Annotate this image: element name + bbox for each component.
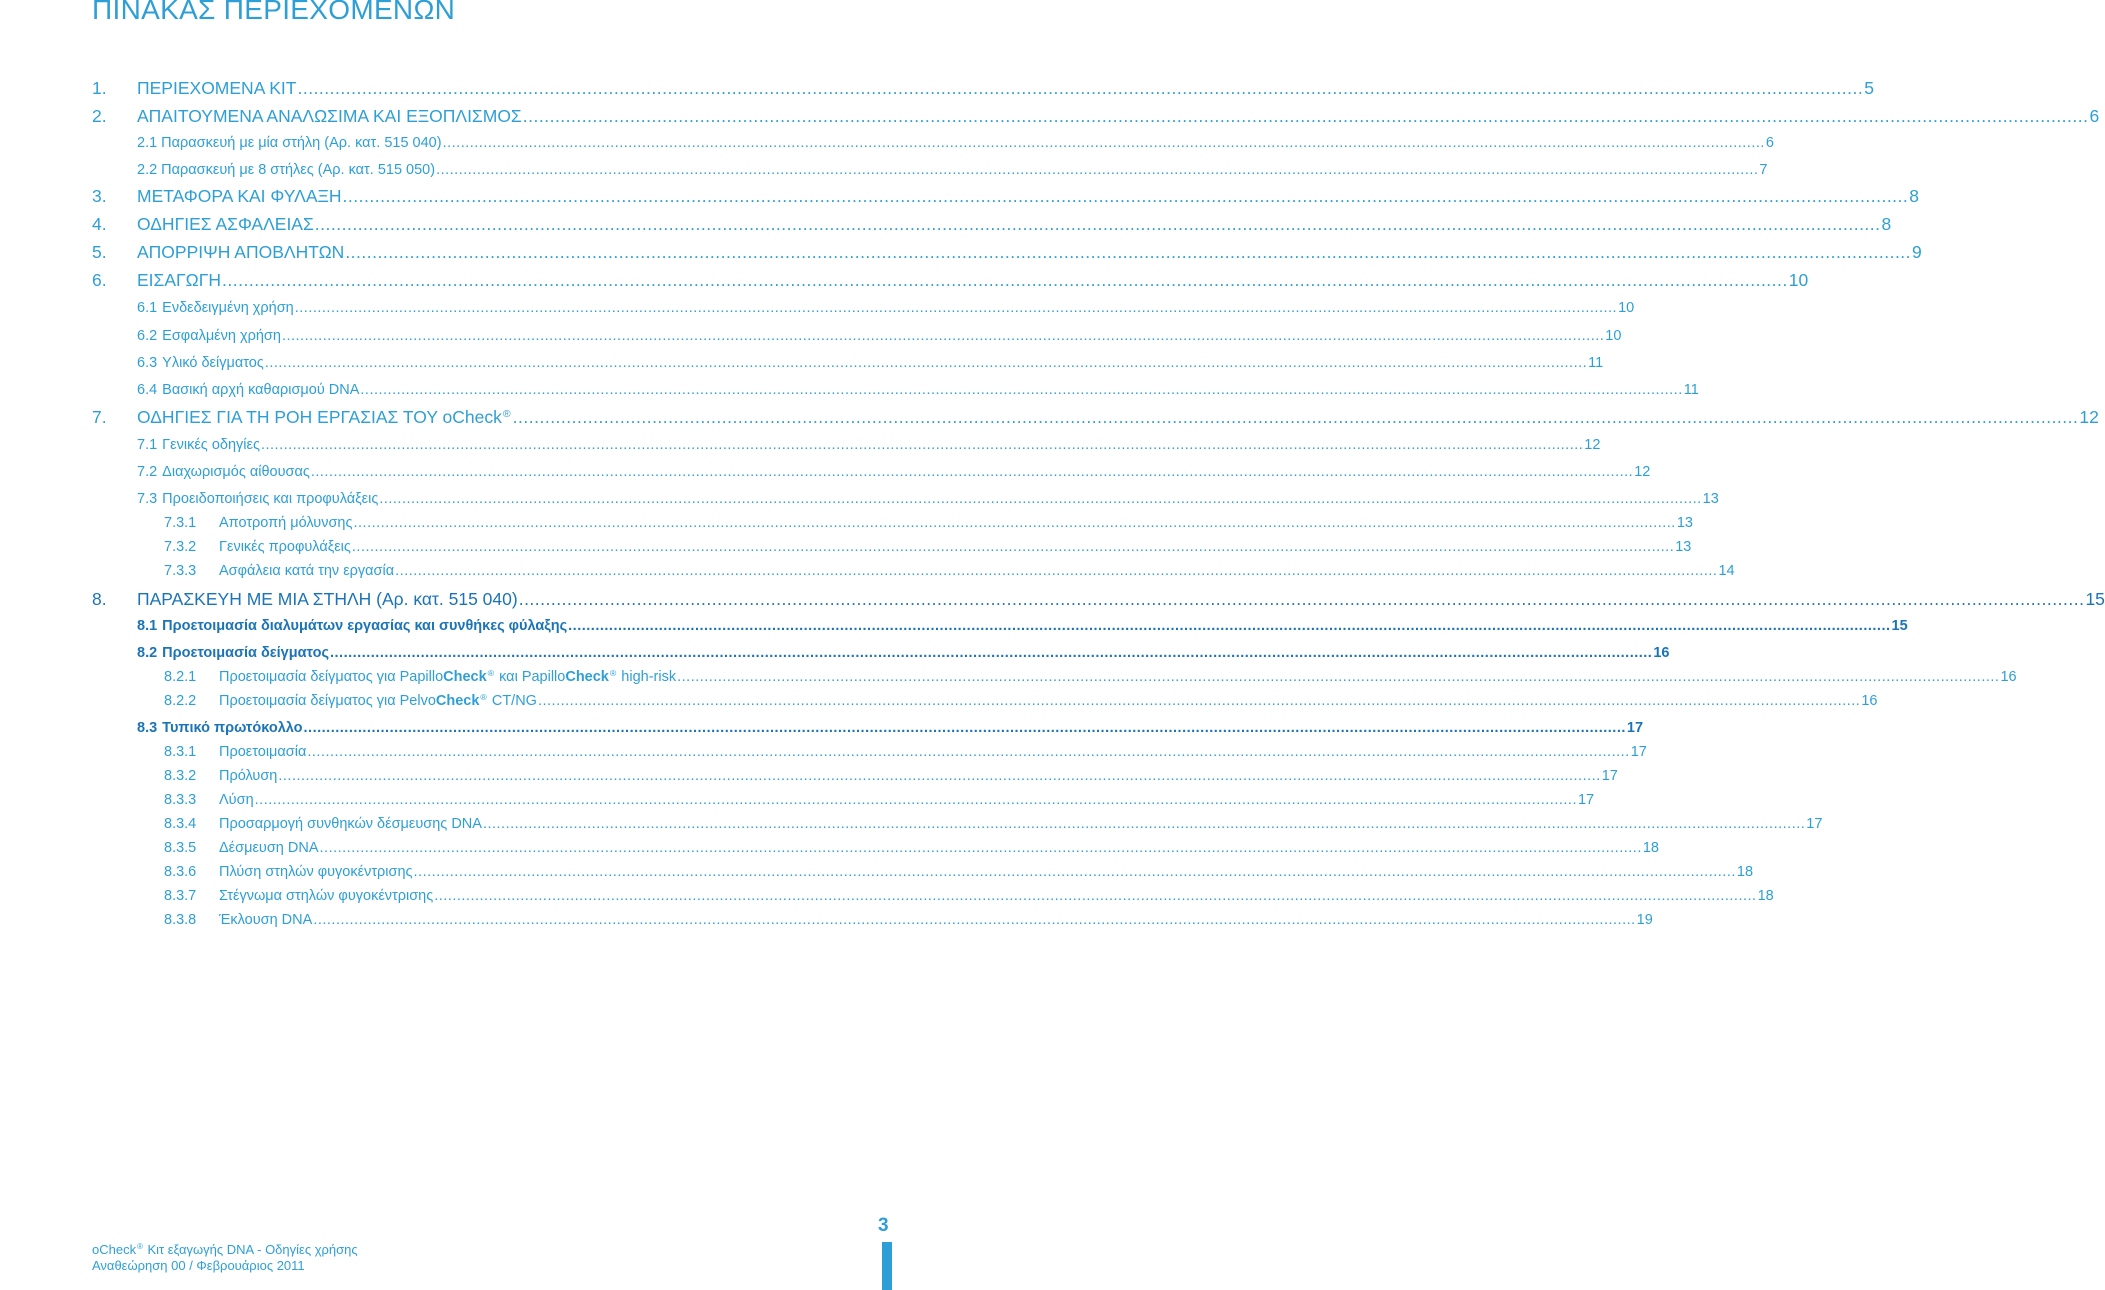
toc-entry-section-7-1[interactable] <box>137 437 1601 453</box>
registered-mark: ® <box>487 667 495 678</box>
dot-leader: .................................................................................................................................................................................................................................................................................................... <box>442 135 1765 151</box>
toc-page: 19 <box>1636 912 1653 928</box>
toc-number: 7.3.2 <box>164 539 197 555</box>
toc-page: 18 <box>1757 888 1774 904</box>
dot-leader: .................................................................................................................................................................................................................................................................................................... <box>330 645 1653 661</box>
dot-leader: .................................................................................................................................................................................................................................................................................................... <box>260 437 1584 453</box>
footer-revision: Αναθεώρηση 00 / Φεβρουάριος 2011 <box>92 1258 305 1273</box>
toc-label: Ενδεδειγμένη χρήση <box>162 300 294 316</box>
toc-entry-subsection-8-3-3[interactable] <box>164 792 1595 808</box>
toc-label: Βασική αρχή καθαρισμού DNA <box>162 382 360 398</box>
dot-leader: .................................................................................................................................................................................................................................................................................................... <box>482 816 1806 832</box>
toc-entry-section-8-3[interactable] <box>137 720 1644 736</box>
dot-leader: .................................................................................................................................................................................................................................................................................................... <box>568 618 1891 634</box>
dot-leader: .................................................................................................................................................................................................................................................................................................... <box>413 864 1736 880</box>
toc-entry-subsection-8-2-2[interactable] <box>164 691 1878 709</box>
toc-page: 16 <box>2000 669 2017 685</box>
toc-page: 10 <box>1788 270 1809 290</box>
toc-number: 8.3.4 <box>164 816 197 832</box>
toc-number: 7.2 <box>137 464 158 480</box>
toc-page: 17 <box>1577 792 1595 808</box>
toc-number: 6.3 <box>137 355 158 371</box>
toc-entry-subsection-8-3-1[interactable] <box>164 744 1647 760</box>
dot-leader: .................................................................................................................................................................................................................................................................................................... <box>264 355 1588 371</box>
toc-page: 14 <box>1718 563 1735 579</box>
toc-entry-chapter-7[interactable] <box>92 407 2099 428</box>
toc-page: 11 <box>1683 382 1699 398</box>
registered-mark: ® <box>502 407 511 420</box>
toc-entry-section-6-4[interactable] <box>137 382 1699 398</box>
toc-page: 13 <box>1702 491 1719 507</box>
dot-leader: .................................................................................................................................................................................................................................................................................................... <box>297 78 1864 98</box>
toc-number: 7.1 <box>137 437 158 453</box>
toc-entry-section-2-1[interactable] <box>137 135 1774 151</box>
toc-page: 17 <box>1806 816 1823 832</box>
toc-number: 6.4 <box>137 382 158 398</box>
toc-number: 7. <box>92 407 107 427</box>
toc-number: 8.3.2 <box>164 768 197 784</box>
toc-label: Προετοιμασία δείγματος <box>162 645 329 661</box>
toc-entry-subsection-8-3-7[interactable] <box>164 888 1774 904</box>
toc-page: 17 <box>1630 744 1647 760</box>
toc-page: 15 <box>2085 589 2105 609</box>
toc-page: 8 <box>1909 186 1920 206</box>
toc-label: Πρόλυση <box>219 768 278 784</box>
dot-leader: .................................................................................................................................................................................................................................................................................................... <box>278 768 1601 784</box>
toc-page: 5 <box>1864 78 1874 98</box>
dot-leader: .................................................................................................................................................................................................................................................................................................... <box>395 563 1718 579</box>
toc-page: 8 <box>1881 214 1892 234</box>
toc-entry-section-2-2[interactable] <box>137 162 1768 178</box>
toc-page: 7 <box>1759 162 1768 178</box>
toc-entry-section-6-2[interactable] <box>137 328 1622 344</box>
dot-leader: .................................................................................................................................................................................................................................................................................................... <box>254 792 1577 808</box>
toc-entry-subsection-8-3-2[interactable] <box>164 768 1618 784</box>
dot-leader: .................................................................................................................................................................................................................................................................................................... <box>512 407 2079 427</box>
toc-entry-section-7-2[interactable] <box>137 464 1651 480</box>
toc-entry-subsection-8-2-1[interactable] <box>164 667 2017 685</box>
toc-entry-chapter-8[interactable] <box>92 589 2105 610</box>
toc-number: 8.3.3 <box>164 792 197 808</box>
toc-label: ΑΠΟΡΡΙΨΗ ΑΠΟΒΛΗΤΩΝ <box>137 242 345 262</box>
toc-label: Λύση <box>219 792 254 808</box>
toc-entry-section-6-1[interactable] <box>137 300 1635 316</box>
toc-label: ΠΑΡΑΣΚΕΥΗ ΜΕ ΜΙΑ ΣΤΗΛΗ (Αρ. κατ. 515 040) <box>137 589 518 609</box>
toc-label: Στέγνωμα στηλών φυγοκέντρισης <box>219 888 434 904</box>
dot-leader: .................................................................................................................................................................................................................................................................................................... <box>294 300 1618 316</box>
toc-entry-chapter-2[interactable] <box>92 106 2100 127</box>
page-number-bar <box>882 1242 892 1290</box>
toc-label: ΠΕΡΙΕΧΟΜΕΝΑ ΚΙΤ <box>137 78 297 98</box>
toc-page: 16 <box>1653 645 1670 661</box>
toc-number: 8.3 <box>137 720 158 736</box>
toc-page: 6 <box>1765 135 1774 151</box>
toc-entry-chapter-3[interactable] <box>92 186 1920 207</box>
dot-leader: .................................................................................................................................................................................................................................................................................................... <box>313 912 1636 928</box>
toc-label: Διαχωρισμός αίθουσας <box>162 464 310 480</box>
toc-label: ΟΔΗΓΙΕΣ ΑΣΦΑΛΕΙΑΣ <box>137 214 314 234</box>
dot-leader: .................................................................................................................................................................................................................................................................................................... <box>303 720 1626 736</box>
toc-entry-chapter-1[interactable] <box>92 78 1874 99</box>
dot-leader: .................................................................................................................................................................................................................................................................................................... <box>222 270 1788 290</box>
toc-number: 5. <box>92 242 107 262</box>
toc-entry-chapter-4[interactable] <box>92 214 1892 235</box>
registered-mark: ® <box>480 691 487 702</box>
toc-page: 12 <box>2079 407 2099 427</box>
toc-label: Προετοιμασία δείγματος για PapilloCheck® και PapilloCheck® high-risk <box>219 667 677 685</box>
dot-leader: .................................................................................................................................................................................................................................................................................................... <box>345 242 1912 262</box>
toc-label: Αποτροπή μόλυνσης <box>219 515 353 531</box>
toc-entry-section-6-3[interactable] <box>137 355 1604 371</box>
toc-page: 11 <box>1588 355 1604 371</box>
toc-label: Τυπικό πρωτόκολλο <box>162 720 303 736</box>
page-number: 3 <box>878 1215 889 1236</box>
toc-label: Γενικές οδηγίες <box>162 437 260 453</box>
toc-page: 6 <box>2089 106 2100 126</box>
toc-label: Προετοιμασία δείγματος για PelvoCheck® CT/NG <box>219 691 537 709</box>
toc-entry-chapter-5[interactable] <box>92 242 1922 263</box>
toc-number: 2. <box>92 106 107 126</box>
dot-leader: .................................................................................................................................................................................................................................................................................................... <box>677 669 2000 685</box>
toc-label: 2.1 Παρασκευή με μία στήλη (Αρ. κατ. 515 040) <box>137 135 442 151</box>
toc-number: 8. <box>92 589 107 609</box>
toc-number: 8.2.1 <box>164 669 197 685</box>
toc-number: 8.3.1 <box>164 744 197 760</box>
toc-label: ΜΕΤΑΦΟΡΑ ΚΑΙ ΦΥΛΑΞΗ <box>137 186 342 206</box>
dot-leader: .................................................................................................................................................................................................................................................................................................... <box>342 186 1909 206</box>
toc-entry-chapter-6[interactable] <box>92 270 1809 291</box>
dot-leader: .................................................................................................................................................................................................................................................................................................... <box>319 840 1642 856</box>
dot-leader: .................................................................................................................................................................................................................................................................................................... <box>314 214 1881 234</box>
footer-product-name: oCheck® Κιτ εξαγωγής DNA - Οδηγίες χρήσης <box>92 1242 358 1257</box>
toc-entry-subsection-8-3-6[interactable] <box>164 864 1754 880</box>
toc-number: 7.3 <box>137 491 158 507</box>
toc-number: 6.2 <box>137 328 158 344</box>
toc-number: 6. <box>92 270 107 290</box>
toc-entry-section-7-3[interactable] <box>137 491 1719 507</box>
toc-label: Προετοιμασία <box>219 744 307 760</box>
toc-entry-section-8-2[interactable] <box>137 645 1670 661</box>
toc-page: 18 <box>1736 864 1754 880</box>
toc-number: 1. <box>92 78 107 98</box>
page-title: ΠΙΝΑΚΑΣ ΠΕΡΙΕΧΟΜΕΝΩΝ <box>92 0 456 25</box>
dot-leader: .................................................................................................................................................................................................................................................................................................... <box>537 693 1861 709</box>
toc-number: 8.3.5 <box>164 840 197 856</box>
dot-leader: .................................................................................................................................................................................................................................................................................................... <box>522 106 2089 126</box>
toc-page: 9 <box>1912 242 1922 262</box>
toc-label: ΕΙΣΑΓΩΓΗ <box>137 270 222 290</box>
dot-leader: .................................................................................................................................................................................................................................................................................................... <box>360 382 1683 398</box>
toc-label: Υλικό δείγματος <box>162 355 264 371</box>
toc-entry-section-8-1[interactable] <box>137 618 1908 634</box>
toc-page: 17 <box>1601 768 1618 784</box>
toc-label: Γενικές προφυλάξεις <box>219 539 351 555</box>
toc-number: 7.3.1 <box>164 515 197 531</box>
toc-entry-subsection-8-3-4[interactable] <box>164 816 1823 832</box>
toc-page: 13 <box>1675 539 1692 555</box>
toc-entry-subsection-8-3-8[interactable] <box>164 912 1653 928</box>
dot-leader: .................................................................................................................................................................................................................................................................................................... <box>281 328 1605 344</box>
toc-label: Εσφαλμένη χρήση <box>162 328 281 344</box>
toc-number: 7.3.3 <box>164 563 197 579</box>
toc-page: 10 <box>1605 328 1622 344</box>
toc-label: ΑΠΑΙΤΟΥΜΕΝΑ ΑΝΑΛΩΣΙΜΑ ΚΑΙ ΕΞΟΠΛΙΣΜΟΣ <box>137 106 522 126</box>
toc-label: Δέσμευση DNA <box>219 840 319 856</box>
toc-number: 8.2 <box>137 645 158 661</box>
toc-entry-subsection-7-3-1[interactable] <box>164 515 1693 531</box>
toc-page: 13 <box>1676 515 1693 531</box>
dot-leader: .................................................................................................................................................................................................................................................................................................... <box>310 464 1634 480</box>
toc-entry-subsection-7-3-3[interactable] <box>164 563 1735 579</box>
dot-leader: .................................................................................................................................................................................................................................................................................................... <box>518 589 2085 609</box>
toc-entry-subsection-8-3-5[interactable] <box>164 840 1659 856</box>
toc-entry-subsection-7-3-2[interactable] <box>164 539 1692 555</box>
toc-page: 18 <box>1642 840 1659 856</box>
dot-leader: .................................................................................................................................................................................................................................................................................................... <box>436 162 1759 178</box>
toc-label: Προσαρμογή συνθηκών δέσμευσης DNA <box>219 816 482 832</box>
toc-page: 16 <box>1861 693 1878 709</box>
toc-number: 8.2.2 <box>164 693 197 709</box>
toc-page: 12 <box>1634 464 1651 480</box>
dot-leader: .................................................................................................................................................................................................................................................................................................... <box>307 744 1630 760</box>
dot-leader: .................................................................................................................................................................................................................................................................................................... <box>353 515 1676 531</box>
toc-page: 12 <box>1584 437 1601 453</box>
toc-number: 6.1 <box>137 300 158 316</box>
dot-leader: .................................................................................................................................................................................................................................................................................................... <box>379 491 1702 507</box>
toc-label: Προειδοποιήσεις και προφυλάξεις <box>162 491 379 507</box>
toc-number: 3. <box>92 186 107 206</box>
toc-label: Έκλουση DNA <box>219 912 313 928</box>
toc-label: Ασφάλεια κατά την εργασία <box>219 563 395 579</box>
toc-number: 8.1 <box>137 618 158 634</box>
dot-leader: .................................................................................................................................................................................................................................................................................................... <box>351 539 1675 555</box>
toc-label: 2.2 Παρασκευή με 8 στήλες (Αρ. κατ. 515 050) <box>137 162 436 178</box>
toc-number: 8.3.8 <box>164 912 197 928</box>
toc-label: Προετοιμασία διαλυμάτων εργασίας και συνθήκες φύλαξης <box>162 618 568 634</box>
registered-mark: ® <box>609 667 617 678</box>
dot-leader: .................................................................................................................................................................................................................................................................................................... <box>434 888 1757 904</box>
toc-number: 8.3.6 <box>164 864 197 880</box>
toc-number: 8.3.7 <box>164 888 197 904</box>
toc-page: 10 <box>1618 300 1635 316</box>
toc-label: ΟΔΗΓΙΕΣ ΓΙΑ ΤΗ ΡΟΗ ΕΡΓΑΣΙΑΣ ΤΟΥ oCheck® <box>137 407 511 427</box>
toc-page: 15 <box>1891 618 1908 634</box>
toc-number: 4. <box>92 214 107 234</box>
registered-mark: ® <box>137 1242 143 1252</box>
toc-page: 17 <box>1626 720 1644 736</box>
toc-label: Πλύση στηλών φυγοκέντρισης <box>219 864 413 880</box>
